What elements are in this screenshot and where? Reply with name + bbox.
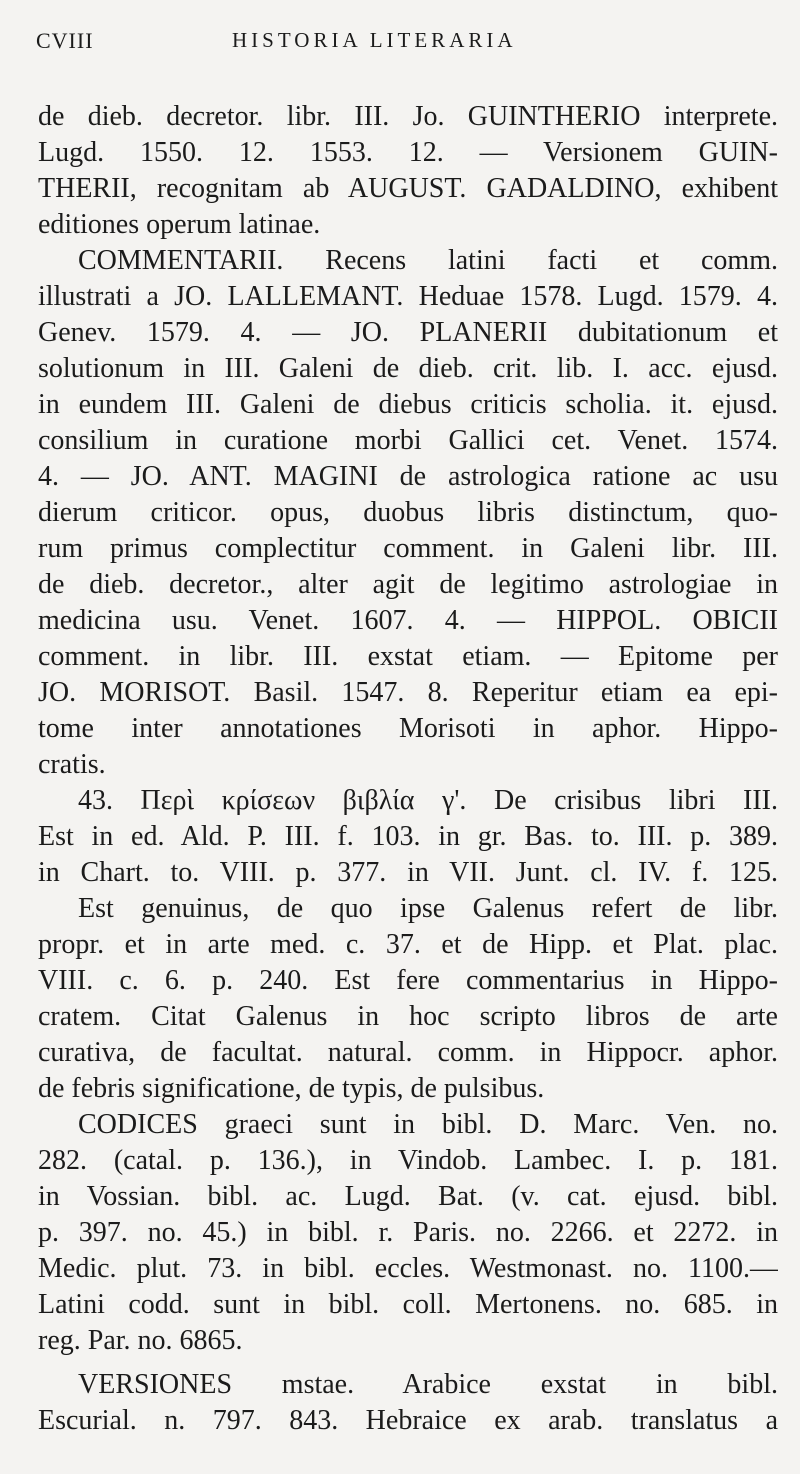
text-line: 282. (catal. p. 136.), in Vindob. Lambec. I. p. 181.: [38, 1145, 778, 1176]
text-line: propr. et in arte med. c. 37. et de Hipp. et Plat. plac.: [38, 929, 778, 960]
text-line: illustrati a JO. LALLEMANT. Heduae 1578. Lugd. 1579. 4.: [38, 281, 778, 312]
text-line: cratis.: [38, 749, 106, 780]
text-line: VERSIONES mstae. Arabice exstat in bibl.: [78, 1369, 778, 1400]
text-line: de dieb. decretor., alter agit de legitimo astrologiae in: [38, 569, 778, 600]
page-number: CVIII: [36, 28, 94, 53]
text-line: Lugd. 1550. 12. 1553. 12. — Versionem GUIN-: [38, 137, 778, 168]
text-line: dierum criticor. opus, duobus libris distinctum, quo-: [38, 497, 778, 528]
text-line: medicina usu. Venet. 1607. 4. — HIPPOL. OBICII: [38, 605, 778, 636]
text-line: rum primus complectitur comment. in Galeni libr. III.: [38, 533, 778, 564]
section-heading: 43. Περὶ κρίσεων βιβλία γ'. De crisibus libri III.: [78, 785, 778, 816]
text-line: THERII, recognitam ab AUGUST. GADALDINO, exhibent: [38, 173, 778, 204]
text-line: tome inter annotationes Morisoti in aphor. Hippo-: [38, 713, 778, 744]
text-line: CODICES graeci sunt in bibl. D. Marc. Ven. no.: [78, 1109, 778, 1140]
text-line: in Vossian. bibl. ac. Lugd. Bat. (v. cat. ejusd. bibl.: [38, 1181, 778, 1212]
text-line: cratem. Citat Galenus in hoc scripto libros de arte: [38, 1001, 778, 1032]
text-line: VIII. c. 6. p. 240. Est fere commentarius in Hippo-: [38, 965, 778, 996]
text-line: in Chart. to. VIII. p. 377. in VII. Junt. cl. IV. f. 125.: [38, 857, 778, 888]
text-line: p. 397. no. 45.) in bibl. r. Paris. no. 2266. et 2272. in: [38, 1217, 778, 1248]
text-line: 4. — JO. ANT. MAGINI de astrologica ratione ac usu: [38, 461, 778, 492]
text-line: reg. Par. no. 6865.: [38, 1325, 243, 1356]
text-line: Latini codd. sunt in bibl. coll. Mertonens. no. 685. in: [38, 1289, 778, 1320]
running-title: HISTORIA LITERARIA: [232, 28, 517, 52]
text-line: de dieb. decretor. libr. III. Jo. GUINTHERIO interprete.: [38, 101, 778, 132]
text-line: Medic. plut. 73. in bibl. eccles. Westmonast. no. 1100.—: [38, 1253, 778, 1284]
page-header: [36, 28, 786, 62]
text-line: in eundem III. Galeni de diebus criticis scholia. it. ejusd.: [38, 389, 778, 420]
text-line: comment. in libr. III. exstat etiam. — Epitome per: [38, 641, 778, 672]
text-line: Escurial. n. 797. 843. Hebraice ex arab. translatus a: [38, 1405, 778, 1436]
text-line: editiones operum latinae.: [38, 209, 321, 240]
text-line: COMMENTARII. Recens latini facti et comm.: [78, 245, 778, 276]
text-line: curativa, de facultat. natural. comm. in Hippocr. aphor.: [38, 1037, 778, 1068]
text-line: Est in ed. Ald. P. III. f. 103. in gr. Bas. to. III. p. 389.: [38, 821, 778, 852]
text-line: solutionum in III. Galeni de dieb. crit. lib. I. acc. ejusd.: [38, 353, 778, 384]
text-line: Genev. 1579. 4. — JO. PLANERII dubitationum et: [38, 317, 778, 348]
text-line: JO. MORISOT. Basil. 1547. 8. Reperitur etiam ea epi-: [38, 677, 778, 708]
text-line: consilium in curatione morbi Gallici cet. Venet. 1574.: [38, 425, 778, 456]
text-line: Est genuinus, de quo ipse Galenus refert de libr.: [78, 893, 778, 924]
text-line: de febris significatione, de typis, de pulsibus.: [38, 1073, 545, 1104]
